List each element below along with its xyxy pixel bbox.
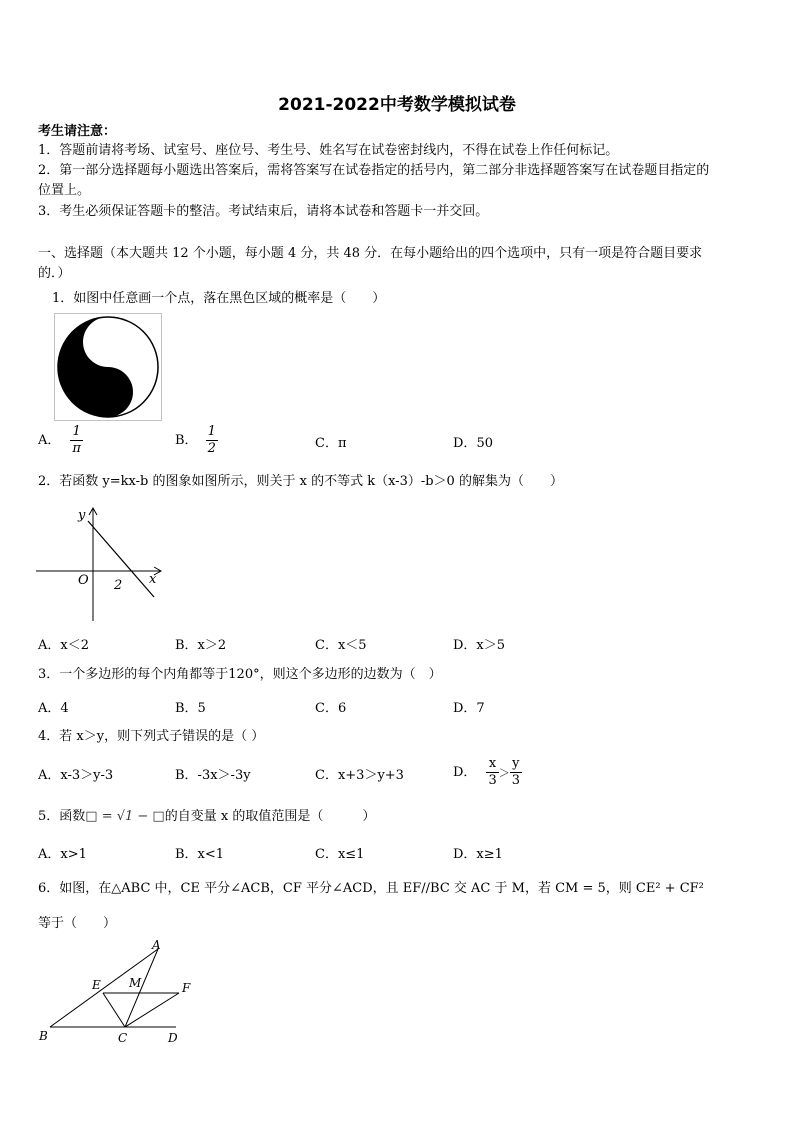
q4-option-c[interactable]: C．x+3＞y+3 bbox=[315, 768, 404, 783]
q6-label-m: M bbox=[129, 976, 142, 990]
q5-option-d[interactable]: D．x≥1 bbox=[453, 847, 503, 862]
q6-triangle-figure bbox=[36, 937, 196, 1049]
q6-label-a: A bbox=[152, 938, 161, 952]
notice-item-2: 2．第一部分选择题每小题选出答案后，需将答案写在试卷指定的括号内，第二部分非选择题答案写在试卷题目指定的 bbox=[38, 163, 710, 178]
q1-option-a[interactable]: A． $\frac{1}{\pi}$ bbox=[38, 424, 81, 456]
yin-yang-figure bbox=[54, 313, 162, 421]
q6-label-d: D bbox=[168, 1031, 178, 1045]
q2-x-axis-label: x bbox=[149, 572, 157, 587]
q4-option-a[interactable]: A．x-3＞y-3 bbox=[38, 768, 114, 783]
q6-stem-cont: 等于（ ） bbox=[38, 916, 117, 931]
q2-option-a[interactable]: A．x＜2 bbox=[38, 638, 89, 653]
q2-origin-label: O bbox=[78, 573, 89, 588]
q3-option-c[interactable]: C．6 bbox=[315, 701, 347, 716]
q6-stem: 6．如图，在△ABC 中，CE 平分∠ACB，CF 平分∠ACD，且 EF//BC 交 AC 于 M，若 CM = 5，则 CE² + CF² bbox=[38, 881, 704, 896]
q2-y-axis-label: y bbox=[78, 508, 86, 523]
q2-option-c[interactable]: C．x＜5 bbox=[315, 638, 367, 653]
notice-heading: 考生请注意： bbox=[38, 124, 117, 139]
q3-option-b[interactable]: B．5 bbox=[175, 701, 206, 716]
q6-label-c: C bbox=[118, 1031, 128, 1045]
q5-option-b[interactable]: B．x<1 bbox=[175, 847, 225, 862]
notice-item-1: 1．答题前请将考场、试室号、座位号、考生号、姓名写在试卷密封线内，不得在试卷上作任何标记。 bbox=[38, 143, 619, 158]
q5-stem: 5．函数□ = √1 − □的自变量 x 的取值范围是（ ） bbox=[38, 809, 376, 824]
q4-option-b[interactable]: B．-3x＞-3y bbox=[175, 768, 251, 783]
q3-option-a[interactable]: A．4 bbox=[38, 701, 69, 716]
q2-line-graph bbox=[36, 503, 166, 623]
section-heading: 一、选择题（本大题共 12 个小题，每小题 4 分，共 48 分．在每小题给出的四个选项中，只有一项是符合题目要求 bbox=[38, 246, 703, 261]
q1-option-b[interactable]: B． $\frac{1}{2}$ bbox=[175, 424, 216, 456]
q1-option-d[interactable]: D．50 bbox=[453, 436, 493, 451]
q6-label-f: F bbox=[182, 981, 191, 995]
notice-item-2-cont: 位置上。 bbox=[38, 183, 91, 198]
q5-formula: □ = √1 − □ bbox=[85, 809, 165, 824]
q3-stem: 3．一个多边形的每个内角都等于120°，则这个多边形的边数为（ ） bbox=[38, 667, 442, 682]
q2-option-d[interactable]: D．x＞5 bbox=[453, 638, 506, 653]
q1-stem: 1．如图中任意画一个点，落在黑色区域的概率是（ ） bbox=[52, 291, 386, 306]
q4-option-d[interactable]: D． $\frac{x}{3}$ ＞ $\frac{y}{3}$ bbox=[453, 756, 520, 788]
section-heading-cont: 的．） bbox=[38, 266, 71, 281]
q1-option-c[interactable]: C．π bbox=[315, 436, 347, 451]
q2-stem: 2．若函数 y=kx-b 的图象如图所示，则关于 x 的不等式 k（x-3）-b＞0 的解集为（ ） bbox=[38, 474, 563, 489]
q4-stem: 4．若 x＞y，则下列式子错误的是（ ） bbox=[38, 729, 265, 744]
q2-option-b[interactable]: B．x＞2 bbox=[175, 638, 227, 653]
q6-label-b: B bbox=[39, 1029, 48, 1043]
q5-option-a[interactable]: A．x>1 bbox=[38, 847, 87, 862]
notice-item-3: 3．考生必须保证答题卡的整洁。考试结束后，请将本试卷和答题卡一并交回。 bbox=[38, 204, 489, 219]
page-title: 2021-2022中考数学模拟试卷 bbox=[278, 95, 516, 115]
q3-option-d[interactable]: D．7 bbox=[453, 701, 485, 716]
q2-intercept-label: 2 bbox=[114, 578, 123, 593]
q5-option-c[interactable]: C．x≤1 bbox=[315, 847, 365, 862]
q6-label-e: E bbox=[92, 978, 101, 992]
